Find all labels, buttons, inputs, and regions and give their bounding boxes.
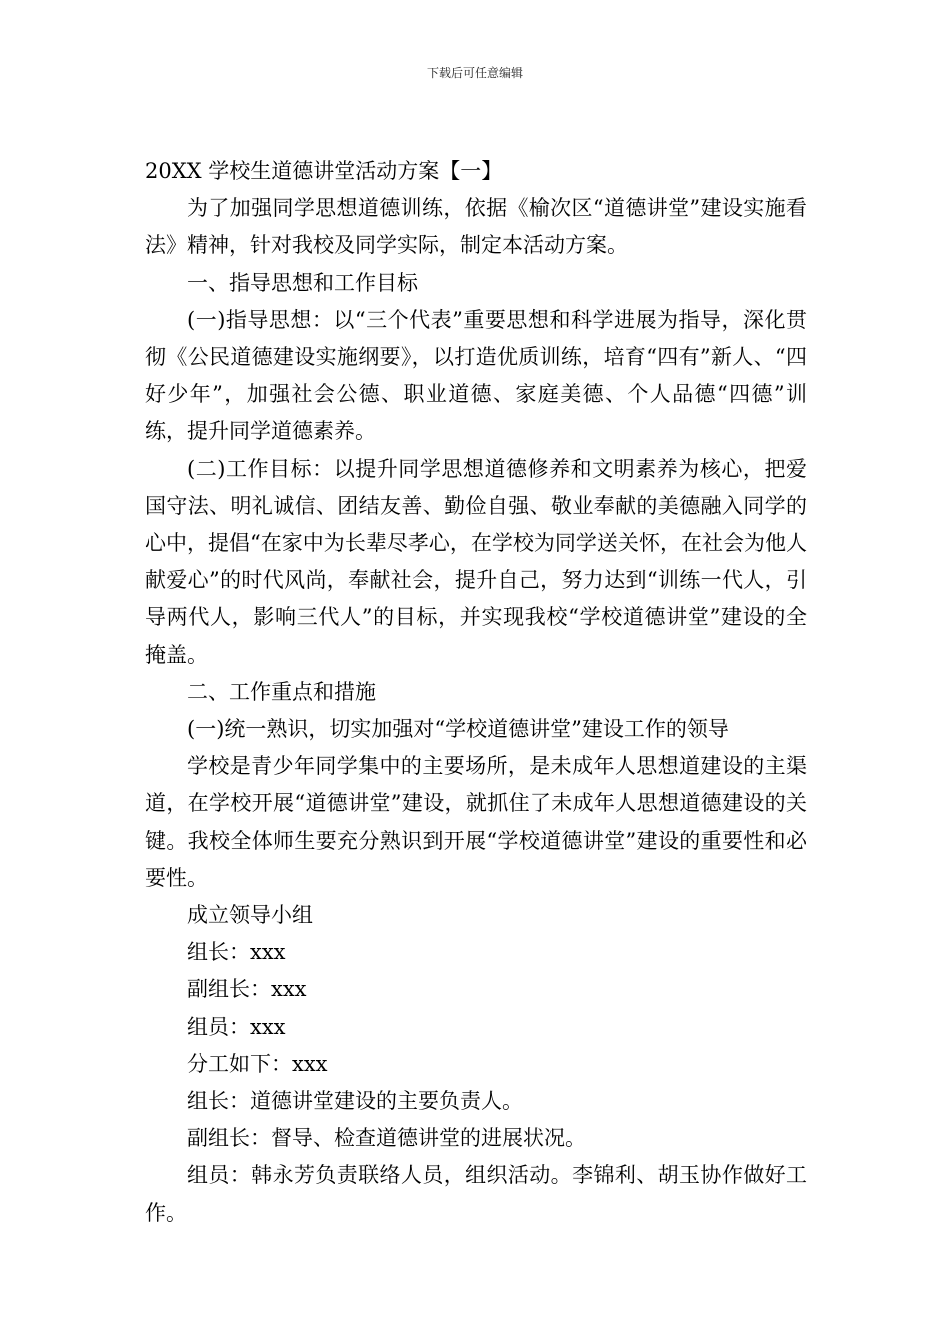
- section-heading-1: 一、指导思想和工作目标: [187, 270, 418, 295]
- paragraph-members-duty: 组员：韩永芳负责联络人员，组织活动。李锦利、胡玉协作做好工作。: [145, 1163, 807, 1225]
- paragraph-work-goals: (二)工作目标：以提升同学思想道德修养和文明素养为核心，把爱国守法、明礼诚信、团结友善、勤俭自强、敬业奉献的美德融入同学的心中，提倡“在家中为长辈尽孝心，在学校为同学送关怀，在社会为他人献爱心”的时代风尚，奉献社会，提升自己，努力达到“训练一代人，引导两代人，影响三代人”的目标，并实现我校“学校道德讲堂”建设的全掩盖。: [145, 456, 807, 667]
- paragraph-leader: 组长：xxx: [187, 940, 286, 965]
- paragraph-intro: 为了加强同学思想道德训练，依据《榆次区“道德讲堂”建设实施看法》精神，针对我校及同学实际，制定本活动方案。: [145, 196, 807, 258]
- paragraph-leader-duty: 组长：道德讲堂建设的主要负责人。: [187, 1089, 523, 1114]
- subsection-heading-1: (一)统一熟识，切实加强对“学校道德讲堂”建设工作的领导: [187, 717, 729, 742]
- paragraph-leadership-group: 成立领导小组: [187, 903, 313, 928]
- paragraph-division: 分工如下：xxx: [187, 1051, 328, 1076]
- section-heading-2: 二、工作重点和措施: [187, 679, 376, 704]
- paragraph-school-role: 学校是青少年同学集中的主要场所，是未成年人思想道建设的主渠道，在学校开展“道德讲堂”建设，就抓住了未成年人思想道德建设的关键。我校全体师生要充分熟识到开展“学校道德讲堂”建设的重要性和必要性。: [145, 754, 807, 890]
- document-body: [145, 153, 807, 1232]
- paragraph-deputy-leader: 副组长：xxx: [187, 977, 307, 1002]
- paragraph-deputy-duty: 副组长：督导、检查道德讲堂的进展状况。: [187, 1126, 586, 1151]
- paragraph-guiding-thought: (一)指导思想：以“三个代表”重要思想和科学进展为指导，深化贯彻《公民道德建设实施纲要》，以打造优质训练，培育“四有”新人、“四好少年”，加强社会公德、职业道德、家庭美德、个人品德“四德”训练，提升同学道德素养。: [145, 307, 807, 444]
- document-title: 20XX 学校生道德讲堂活动方案【一】: [145, 159, 503, 183]
- page-header-note: 下载后可任意编辑: [426, 66, 523, 80]
- paragraph-members: 组员：xxx: [187, 1014, 286, 1039]
